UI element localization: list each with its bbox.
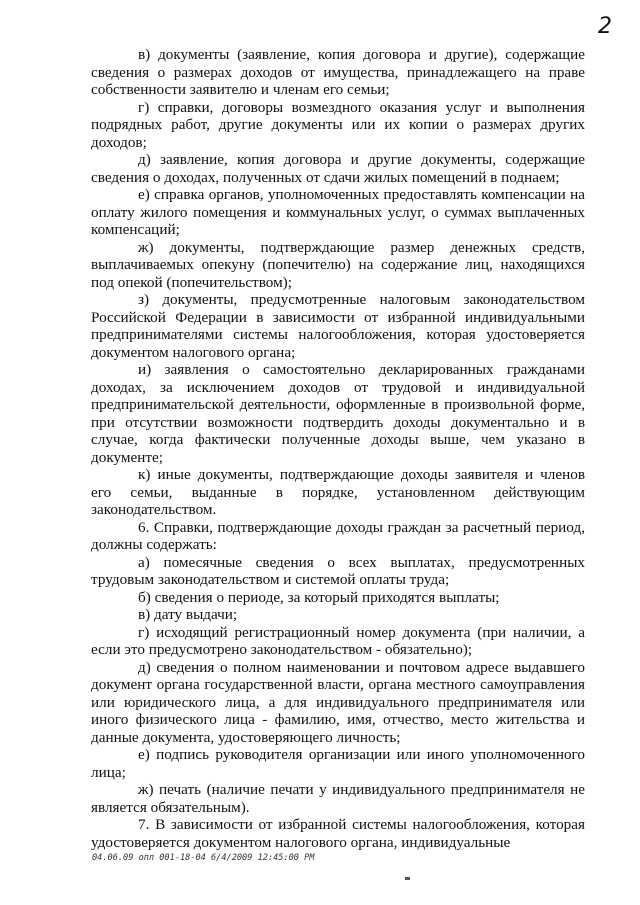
paragraph-e: е) справка органов, уполномоченных предоставлять компенсации на оплату жилого помещения и коммунальных услуг, о суммах выплаченных компенсаций;: [91, 186, 585, 238]
section-6-item-b: б) сведения о периоде, за который приходятся выплаты;: [138, 588, 500, 606]
scan-mark: [405, 877, 410, 880]
paragraph-v: в) документы (заявление, копия договора и другие), содержащие сведения о размерах доходов от имущества, принадлежащего на праве собственности заявителю и членам его семьи;: [91, 46, 585, 98]
page-number: 2: [598, 14, 612, 39]
paragraph-i: и) заявления о самостоятельно декларированных гражданами доходах, за исключением доходов от трудовой и индивидуальной предпринимательской деятельности, оформленные в произвольной форме, при отсутствии возможности подтвердить доходы документально и в случае, когда фактически полученные доходы выше, чем указано в документе;: [91, 361, 585, 466]
section-6-item-d: д) сведения о полном наименовании и почтовом адресе выдавшего документ органа государственной власти, органа местного самоуправления или юридического лица, а для индивидуального предпринимателя или иного физического лица - фамилию, имя, отчество, место жительства и данные документа, удостоверяющего личность;: [91, 658, 585, 746]
paragraph-zh: ж) документы, подтверждающие размер денежных средств, выплачиваемых опекуну (попечителю) на содержание лиц, находящихся под опекой (попечительством);: [91, 238, 585, 291]
paragraph-k: к) иные документы, подтверждающие доходы заявителя и членов его семьи, выданные в порядке, установленном действующим законодательством.: [91, 466, 585, 518]
paragraph-g: г) справки, договоры возмездного оказания услуг и выполнения подрядных работ, другие документы или их копии о размерах других доходов;: [91, 98, 585, 151]
section-6-item-g: г) исходящий регистрационный номер документа (при наличии, а если это предусмотрено законодательством - обязательно);: [91, 623, 585, 658]
section-6-heading: 6. Справки, подтверждающие доходы граждан за расчетный период, должны содержать:: [91, 518, 585, 553]
paragraph-d: д) заявление, копия договора и другие документы, содержащие сведения о доходах, полученных от сдачи жилых помещений в поднаем;: [91, 151, 585, 186]
section-6-item-zh: ж) печать (наличие печати у индивидуального предпринимателя не является обязательным).: [91, 781, 585, 816]
section-6-item-a: а) помесячные сведения о всех выплатах, предусмотренных трудовым законодательством и системой оплаты труда;: [91, 553, 585, 588]
paragraph-z: з) документы, предусмотренные налоговым законодательством Российской Федерации в зависимости от избранной индивидуальными предпринимателями системы налогообложения, которая удостоверяется документом налогового органа;: [91, 291, 585, 361]
section-7-start: 7. В зависимости от избранной системы налогообложения, которая удостоверяется документом налогового органа, индивидуальные: [91, 816, 585, 851]
document-footer: 04.06.09 опл 001-18-04 6/4/2009 12:45:00 PM: [92, 853, 315, 863]
section-6-item-e: е) подпись руководителя организации или иного уполномоченного лица;: [91, 746, 585, 781]
section-6-item-v: в) дату выдачи;: [138, 606, 238, 623]
document-body: [91, 46, 585, 851]
